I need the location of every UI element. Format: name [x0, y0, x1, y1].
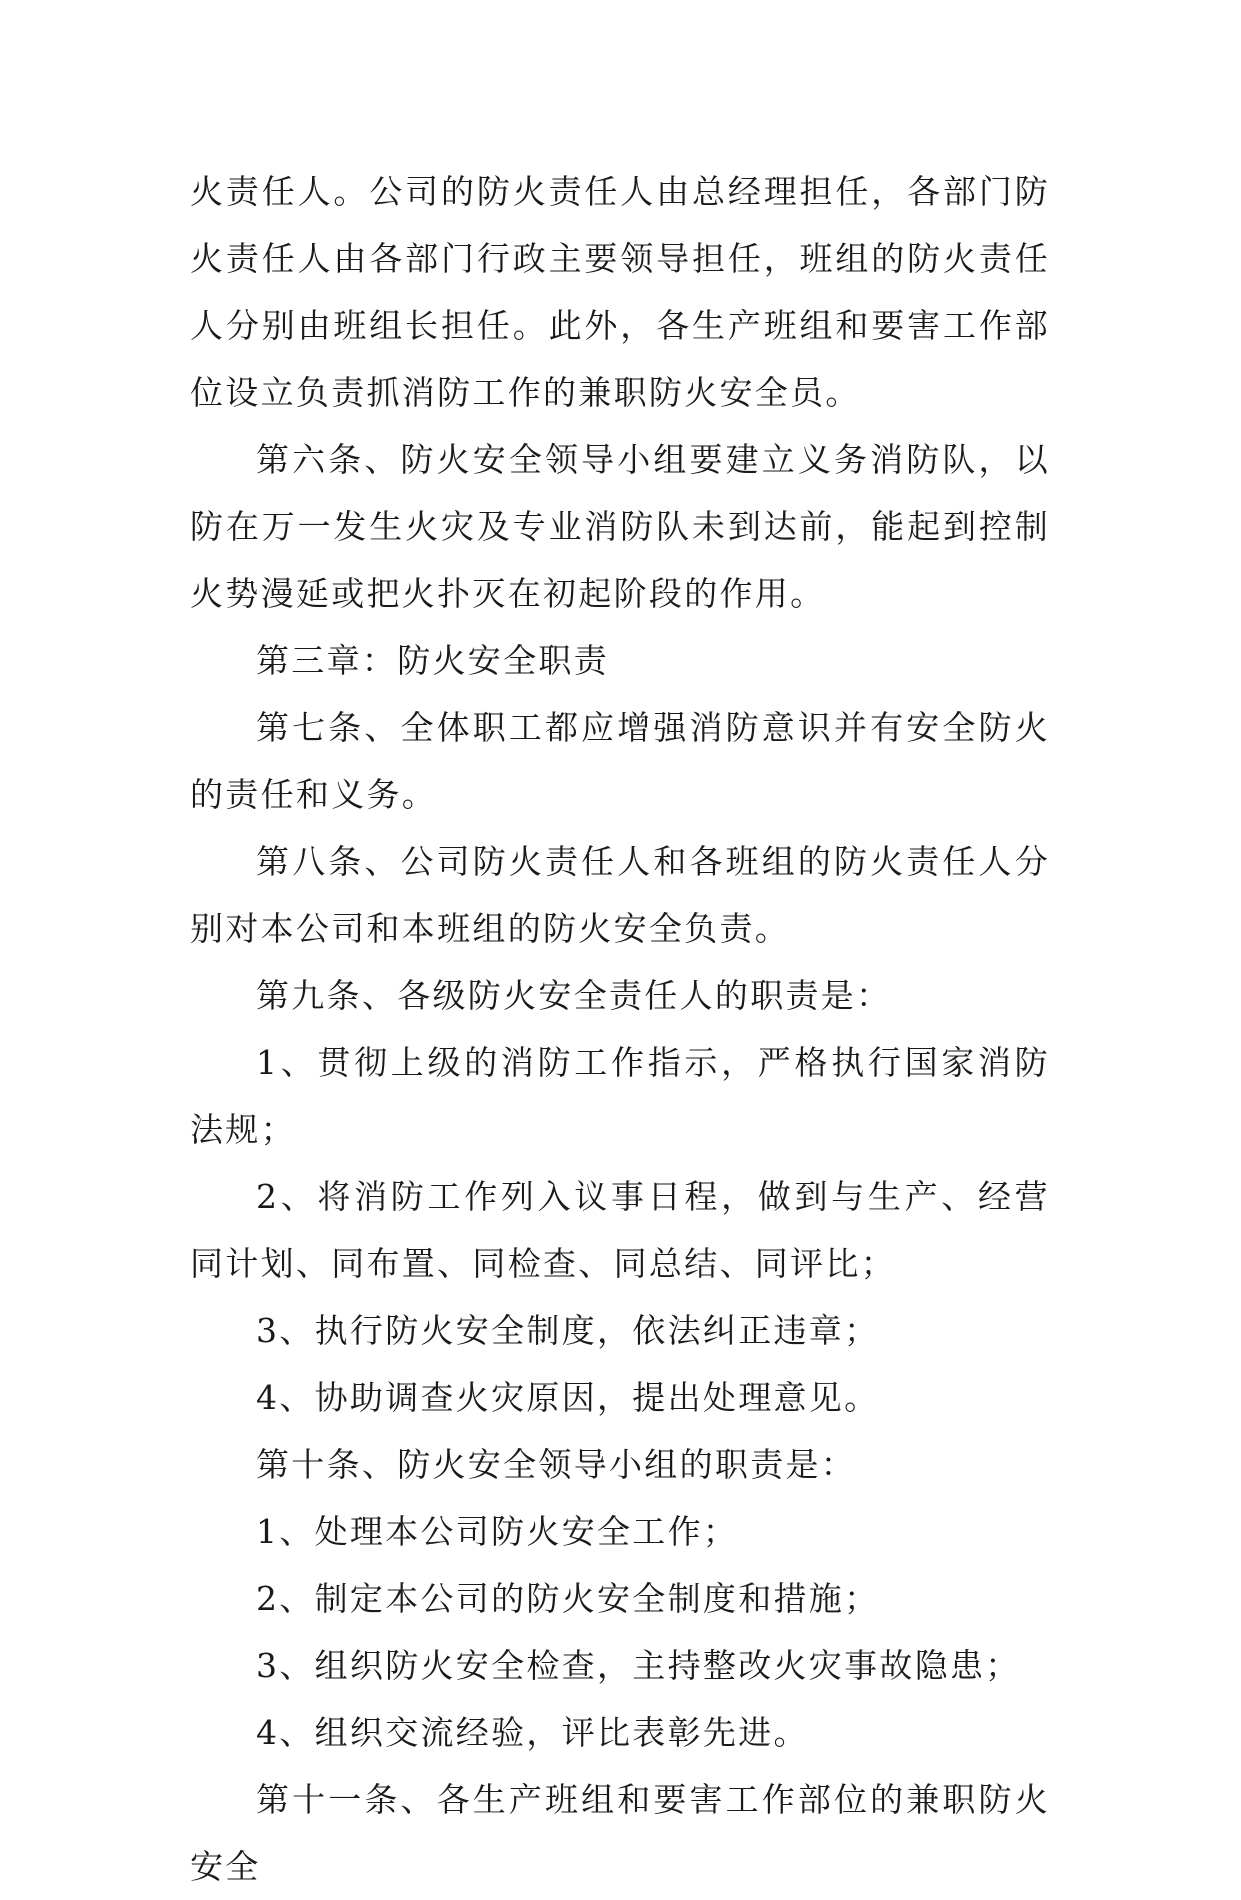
paragraph-article-10: 第十条、防火安全领导小组的职责是： — [256, 1445, 857, 1484]
list-item-article-9-1: 1、贯彻上级的消防工作指示，严格执行国家消防法规； — [190, 1043, 1050, 1149]
list-item-article-9-2: 2、将消防工作列入议事日程，做到与生产、经营同计划、同布置、同检查、同总结、同评比； — [190, 1177, 1050, 1283]
paragraph-article-7: 第七条、全体职工都应增强消防意识并有安全防火的责任和义务。 — [190, 708, 1050, 814]
paragraph-article-11: 第十一条、各生产班组和要害工作部位的兼职防火安全 — [190, 1780, 1050, 1886]
list-item-article-10-4: 4、组织交流经验，评比表彰先进。 — [256, 1713, 809, 1752]
paragraph-article-8: 第八条、公司防火责任人和各班组的防火责任人分别对本公司和本班组的防火安全负责。 — [190, 842, 1050, 948]
chapter-3-heading: 第三章：防火安全职责 — [256, 641, 609, 680]
list-item-article-10-3: 3、组织防火安全检查，主持整改火灾事故隐患； — [256, 1646, 1021, 1685]
paragraph-article-9: 第九条、各级防火安全责任人的职责是： — [256, 976, 892, 1015]
list-item-article-10-2: 2、制定本公司的防火安全制度和措施； — [256, 1579, 880, 1618]
list-item-article-9-3: 3、执行防火安全制度，依法纠正违章； — [256, 1311, 880, 1350]
list-item-article-10-1: 1、处理本公司防火安全工作； — [256, 1512, 739, 1551]
list-item-article-9-4: 4、协助调查火灾原因，提出处理意见。 — [256, 1378, 880, 1417]
paragraph-responsibility-assignment: 火责任人。公司的防火责任人由总经理担任，各部门防火责任人由各部门行政主要领导担任，班组的防火责任人分别由班组长担任。此外，各生产班组和要害工作部位设立负责抓消防工作的兼职防火安全员。 — [190, 172, 1050, 412]
document-body — [190, 158, 1050, 1900]
paragraph-article-6: 第六条、防火安全领导小组要建立义务消防队，以防在万一发生火灾及专业消防队未到达前，能起到控制火势漫延或把火扑灭在初起阶段的作用。 — [190, 440, 1050, 613]
